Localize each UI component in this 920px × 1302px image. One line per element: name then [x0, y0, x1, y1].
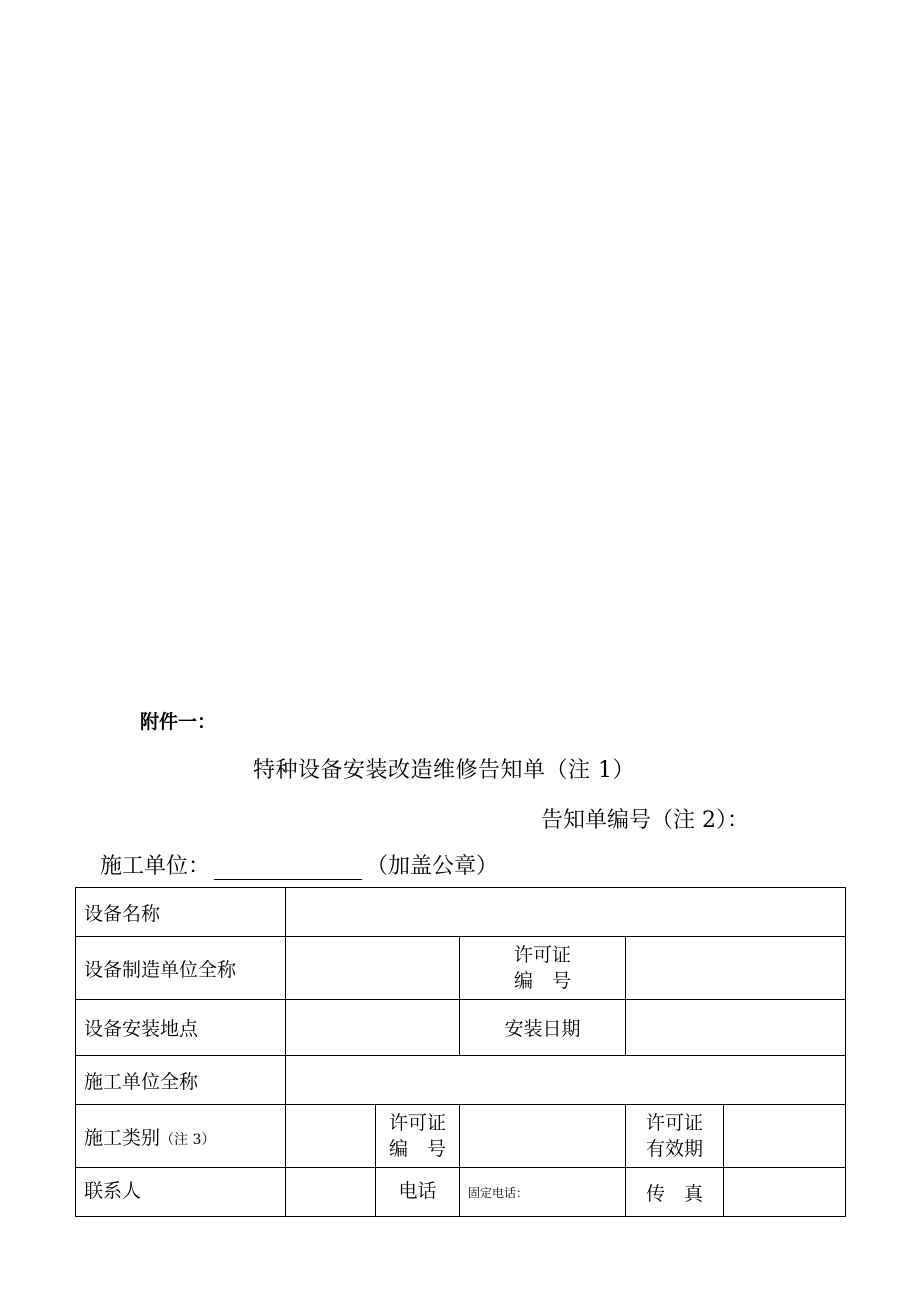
- attachment-label: 附件一：: [140, 711, 217, 733]
- equip-name-label: 设备名称: [76, 888, 286, 937]
- fax-label: 传 真: [626, 1168, 724, 1217]
- table-row: [76, 1000, 846, 1056]
- notice-number-label: 告知单编号（注 2）：: [541, 808, 749, 833]
- form-title: 特种设备安装改造维修告知单（注 1）: [253, 758, 635, 783]
- manufacturer-label: 设备制造单位全称: [76, 937, 286, 1000]
- manufacturer-field[interactable]: [286, 937, 460, 1000]
- table-row: [76, 1168, 846, 1217]
- license2-number-label: [376, 1105, 460, 1168]
- license2-label-line1: 许可证: [388, 1112, 446, 1134]
- landline-field[interactable]: 固定电话：: [460, 1168, 626, 1217]
- construction-unit-blank[interactable]: [214, 855, 362, 880]
- seal-note: （加盖公章）: [366, 854, 499, 879]
- equip-name-field[interactable]: [286, 888, 846, 937]
- table-row: [76, 1105, 846, 1168]
- notice-form-table: [75, 887, 846, 1217]
- validity-label-line2: 有效期: [645, 1138, 703, 1160]
- category-field[interactable]: [286, 1105, 376, 1168]
- license-validity-label: [626, 1105, 724, 1168]
- phone-label: 电话: [376, 1168, 460, 1217]
- category-label: [76, 1105, 286, 1168]
- contact-field[interactable]: [286, 1168, 376, 1217]
- category-text: 施工类别: [84, 1126, 161, 1149]
- table-row: [76, 937, 846, 1000]
- validity-label-line1: 许可证: [645, 1112, 703, 1134]
- category-note: （注 3）: [160, 1131, 216, 1148]
- table-row: [76, 1056, 846, 1105]
- location-field[interactable]: [286, 1000, 460, 1056]
- table-row: [76, 888, 846, 937]
- install-date-label: 安装日期: [460, 1000, 626, 1056]
- construction-unit-label: 施工单位：: [100, 854, 211, 879]
- contact-label: 联系人: [76, 1168, 286, 1217]
- license-number-label: [460, 937, 626, 1000]
- license-number-field[interactable]: [626, 937, 846, 1000]
- construction-unit-line: [100, 849, 498, 880]
- license-validity-field[interactable]: [724, 1105, 846, 1168]
- constructor-label: 施工单位全称: [76, 1056, 286, 1105]
- license2-label-line2: 编 号: [388, 1138, 446, 1160]
- license-label-line2: 编 号: [513, 970, 571, 992]
- location-label: 设备安装地点: [76, 1000, 286, 1056]
- fax-field[interactable]: [724, 1168, 846, 1217]
- install-date-field[interactable]: [626, 1000, 846, 1056]
- license2-number-field[interactable]: [460, 1105, 626, 1168]
- constructor-field[interactable]: [286, 1056, 846, 1105]
- license-label-line1: 许可证: [513, 944, 571, 966]
